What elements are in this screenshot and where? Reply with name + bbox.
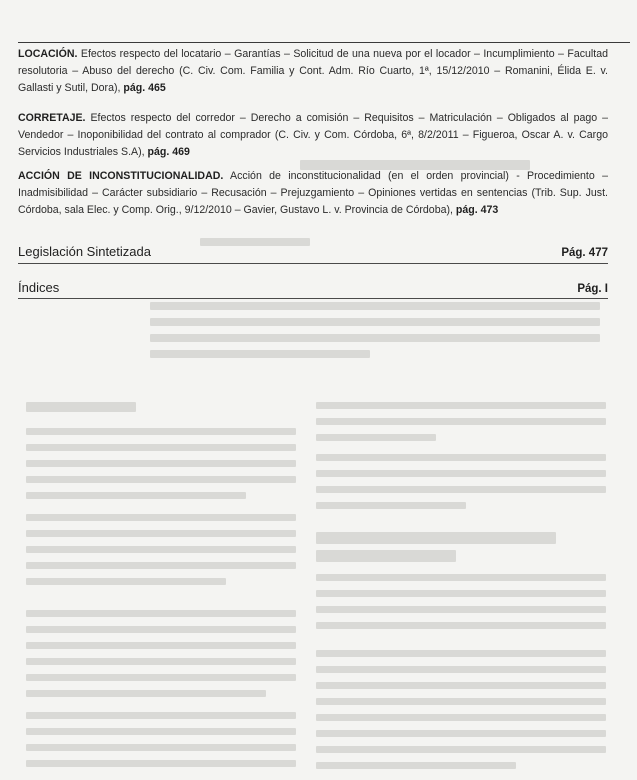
header-rule — [18, 42, 630, 43]
entry-body: Efectos respecto del corredor – Derecho a comisión – Requisitos – Matriculación – Obligados al pago – Vendedor – Inoponibilidad del contrato al comprador (C. Civ. y Com. Córdoba, 6ª, 8/2/2011 – Figueroa, Oscar A. v. Cargo Servicios Industriales S.A), — [18, 112, 608, 159]
summary-entry-corretaje — [18, 110, 608, 162]
section-title: Legislación Sintetizada — [18, 244, 151, 259]
entry-page-ref: pág. 465 — [123, 82, 166, 95]
summary-entry-accion-inconstitucionalidad — [18, 168, 608, 220]
entry-keyword: ACCIÓN DE INCONSTITUCIONALIDAD. — [18, 170, 224, 182]
section-page-ref: Pág. I — [577, 283, 608, 295]
entry-body: Efectos respecto del locatario – Garantías – Solicitud de una nueva por el locador – Incumplimiento – Facultad resolutoria – Abuso del derecho (C. Civ. Com. Familia y Cont. Adm. Río Cuarto, 1ª, 15/12/2010 – Romanini, Élida E. v. Gallasti y Sutil, Dora), — [18, 48, 608, 95]
section-rule — [18, 263, 608, 264]
section-indices — [18, 280, 608, 295]
entry-keyword: CORRETAJE. — [18, 112, 86, 124]
entry-body: Acción de inconstitucionalidad (en el orden provincial) - Procedimiento – Inadmisibilidad – Carácter subsidiario – Recusación – Prejuzgamiento – Opiniones vertidas en sentencias (Trib. Sup. Just. Córdoba, sala Elec. y Comp. Orig., 9/12/2010 – Gavier, Gustavo L. v. Provincia de Córdoba), — [18, 170, 608, 217]
section-page-ref: Pág. 477 — [561, 247, 608, 259]
section-rule — [18, 298, 608, 299]
entry-page-ref: pág. 473 — [455, 204, 499, 217]
section-title: Índices — [18, 280, 60, 295]
entry-keyword: LOCACIÓN. — [18, 48, 78, 60]
entry-page-ref: pág. 469 — [147, 146, 190, 159]
summary-entry-locacion — [18, 46, 608, 98]
section-legislacion-sintetizada — [18, 244, 608, 259]
